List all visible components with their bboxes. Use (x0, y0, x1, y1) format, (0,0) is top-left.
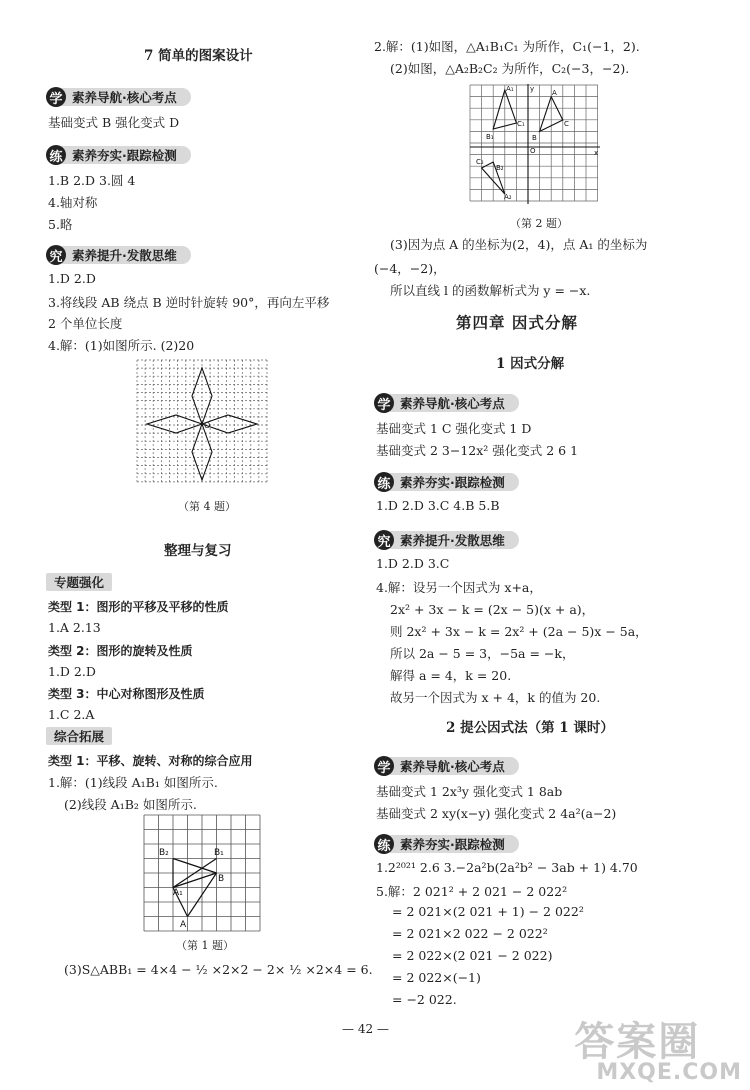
badge-learn (374, 393, 519, 413)
badge-explore (374, 530, 519, 550)
badge-label: 素养提升·发散思维 (390, 531, 519, 549)
svg-text:C₂: C₂ (476, 158, 484, 166)
answer-line: 基础变式 2 3−12x² 强化变式 2 6 1 (376, 443, 579, 458)
solution-line: 故另一个因式为 x + 4，k 的值为 20. (390, 690, 601, 705)
svg-text:C₁: C₁ (517, 120, 525, 128)
section-title-common-factor: 2 提公因式法（第 1 课时） (446, 720, 614, 736)
solution-line: = 2 022×(2 021 − 2 022) (392, 948, 553, 963)
svg-text:O: O (204, 421, 211, 430)
answer-line: 1.D 2.D (48, 664, 96, 679)
svg-text:B₁: B₁ (486, 133, 494, 141)
solution-line: 5.解：2 021² + 2 021 − 2 022² (376, 884, 568, 899)
badge-label: 素养导航·核心考点 (62, 88, 191, 106)
solution-line: 4.解：设另一个因式为 x+a， (376, 580, 542, 595)
badge-char: 究 (374, 530, 394, 550)
type-heading: 类型 1：图形的平移及平移的性质 (48, 600, 229, 614)
answer-line: 1.A 2.13 (48, 620, 101, 635)
solution-line: = −2 022. (392, 992, 457, 1007)
tag-special-topic: 专题强化 (46, 573, 112, 591)
svg-text:A: A (180, 920, 187, 930)
answer-line: 4.解：(1)如图所示. (2)20 (48, 338, 195, 353)
badge-char: 学 (46, 87, 66, 107)
badge-label: 素养夯实·跟踪检测 (390, 835, 519, 853)
svg-text:B: B (218, 874, 225, 884)
badge-label: 素养夯实·跟踪检测 (62, 146, 191, 164)
svg-text:O: O (530, 147, 536, 155)
review-title: 整理与复习 (164, 543, 232, 559)
answer-line: 基础变式 B 强化变式 D (48, 115, 180, 130)
answer-line: (−4，−2)， (374, 261, 446, 276)
answer-line: 2.解：(1)如图，△A₁B₁C₁ 为所作，C₁(−1，2). (374, 39, 640, 54)
badge-practice (374, 834, 519, 854)
answer-line: 1.B 2.D 3.圆 4 (48, 173, 136, 188)
svg-text:B₁: B₁ (214, 848, 224, 858)
badge-label: 素养夯实·跟踪检测 (390, 473, 519, 491)
figure-2-coordinate-grid (466, 82, 602, 208)
answer-line: 1.D 2.D 3.C 4.B 5.B (376, 498, 500, 513)
badge-label: 素养导航·核心考点 (390, 757, 519, 775)
solution-line: 2x² + 3x − k = (2x − 5)(x + a)， (390, 602, 595, 617)
answer-line: 基础变式 1 C 强化变式 1 D (376, 421, 532, 436)
badge-practice (374, 472, 519, 492)
badge-char: 究 (46, 245, 66, 265)
badge-learn (374, 756, 519, 776)
solution-line: = 2 021×(2 021 + 1) − 2 022² (392, 904, 584, 919)
answer-line: 基础变式 2 xy(x−y) 强化变式 2 4a²(a−2) (376, 806, 617, 821)
svg-text:A: A (552, 89, 557, 97)
answer-line: 1.D 2.D 3.C (376, 556, 450, 571)
badge-explore (46, 245, 191, 265)
svg-text:x: x (594, 149, 599, 157)
answer-line: 3.将线段 AB 绕点 B 逆时针旋转 90°，再向左平移 (48, 295, 330, 310)
solution-line: = 2 022×(−1) (392, 970, 481, 985)
figure-4-grid (135, 358, 269, 490)
answer-line: 2 个单位长度 (48, 316, 123, 331)
figure-2-caption: （第 2 题） (510, 217, 568, 230)
svg-text:B₂: B₂ (159, 848, 169, 858)
answer-line: 1.C 2.A (48, 707, 95, 722)
figure-1-grid (142, 813, 264, 933)
svg-text:B₂: B₂ (496, 164, 504, 172)
svg-text:B: B (532, 134, 537, 142)
answer-line: 1.D 2.D (48, 271, 96, 286)
solution-line: = 2 021×2 022 − 2 022² (392, 926, 548, 941)
type-heading: 类型 1：平移、旋转、对称的综合应用 (48, 754, 253, 768)
solution-line: 解得 a = 4，k = 20. (390, 668, 512, 683)
badge-char: 学 (374, 393, 394, 413)
figure-4-caption: （第 4 题） (178, 500, 236, 513)
answer-line: (3)因为点 A 的坐标为(2，4)，点 A₁ 的坐标为 (390, 237, 648, 252)
section-title-pattern-design: 7 简单的图案设计 (144, 48, 253, 64)
solution-line: 则 2x² + 3x − k = 2x² + (2a − 5)x − 5a， (390, 624, 648, 639)
badge-learn (46, 87, 191, 107)
svg-text:A₁: A₁ (173, 888, 183, 898)
answer-line: 4.轴对称 (48, 195, 98, 210)
tag-comprehensive: 综合拓展 (46, 727, 112, 745)
svg-text:A₂: A₂ (504, 193, 512, 201)
svg-text:A₁: A₁ (506, 85, 514, 93)
chapter-title: 第四章 因式分解 (456, 313, 578, 332)
badge-char: 练 (374, 834, 394, 854)
answer-line: 基础变式 1 2x³y 强化变式 1 8ab (376, 784, 563, 799)
page-number: — 42 — (342, 1022, 389, 1036)
badge-label: 素养导航·核心考点 (390, 394, 519, 412)
svg-text:y: y (530, 85, 535, 93)
figure-1-caption: （第 1 题） (176, 939, 234, 952)
answer-line: 1.2²⁰²¹ 2.6 3.−2a²b(2a²b² − 3ab + 1) 4.70 (376, 860, 638, 875)
badge-char: 学 (374, 756, 394, 776)
answer-line: (2)线段 A₁B₂ 如图所示. (64, 797, 197, 812)
watermark (574, 1019, 742, 1085)
svg-text:C: C (564, 120, 569, 128)
watermark-sub: MXQE.COM (596, 1060, 742, 1085)
answer-line: 1.解：(1)线段 A₁B₁ 如图所示. (48, 775, 218, 790)
answer-line: 5.略 (48, 217, 73, 232)
answer-line: 所以直线 l 的函数解析式为 y = −x. (390, 283, 591, 298)
badge-char: 练 (374, 472, 394, 492)
answer-line: (3)S△ABB₁ = 4×4 − ½ ×2×2 − 2× ½ ×2×4 = 6. (64, 962, 373, 977)
solution-line: 所以 2a − 5 = 3，−5a = −k， (390, 646, 575, 661)
type-heading: 类型 3：中心对称图形及性质 (48, 687, 205, 701)
badge-label: 素养提升·发散思维 (62, 246, 191, 264)
section-title-factorization: 1 因式分解 (496, 356, 565, 372)
badge-practice (46, 145, 191, 165)
badge-char: 练 (46, 145, 66, 165)
watermark-main: 答案圈 (574, 1019, 701, 1065)
type-heading: 类型 2：图形的旋转及性质 (48, 644, 193, 658)
answer-line: (2)如图，△A₂B₂C₂ 为所作，C₂(−3，−2). (390, 61, 630, 76)
